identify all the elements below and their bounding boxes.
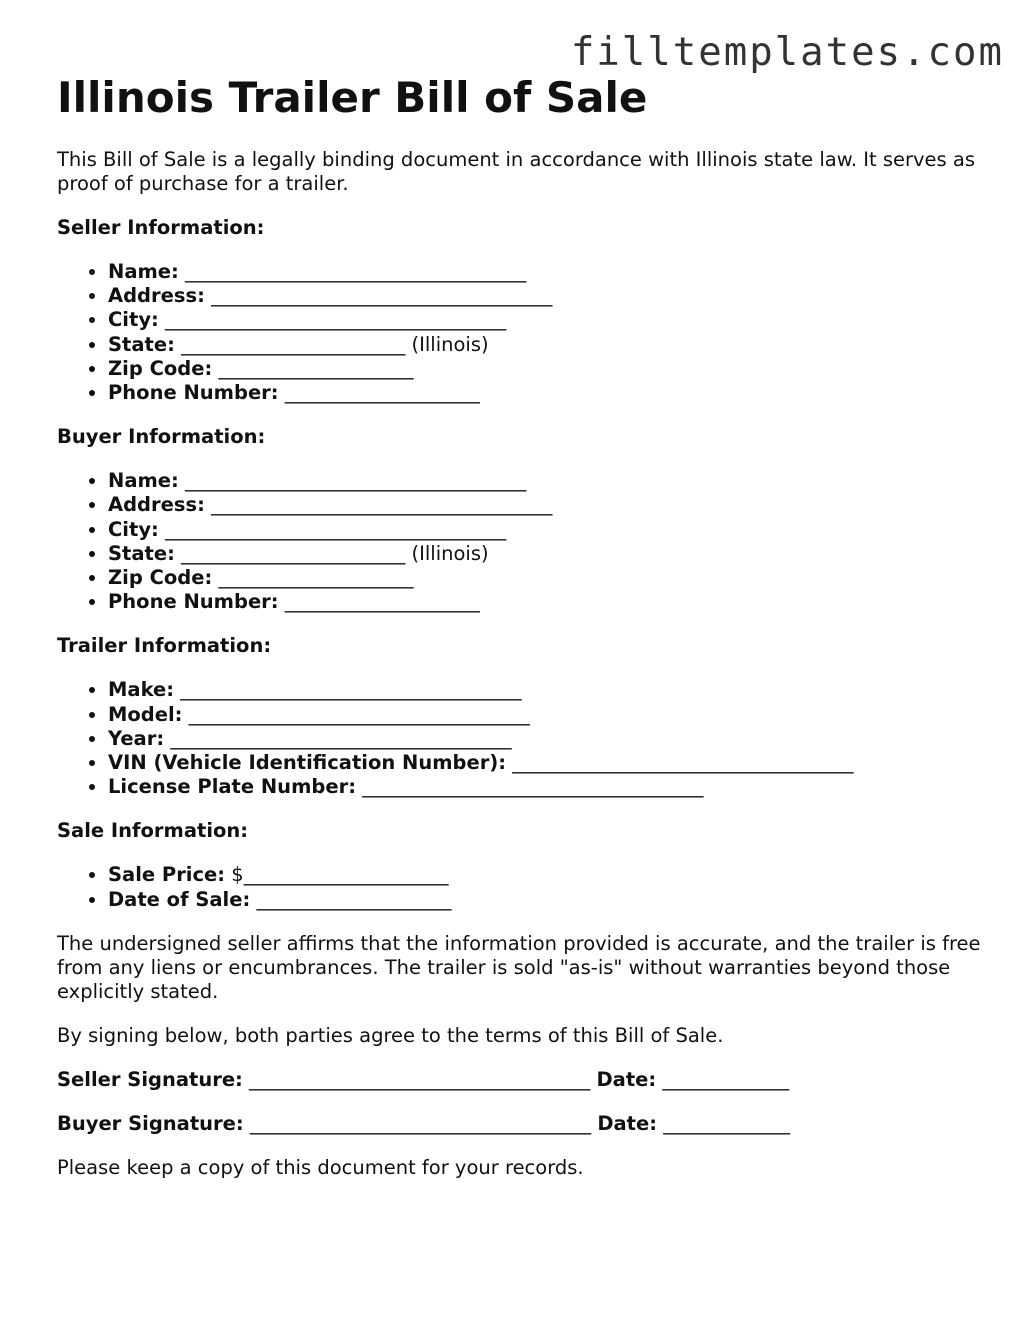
seller-name-item	[108, 260, 987, 284]
buyer-name-item	[108, 469, 987, 493]
buyer-phone-blank: ____________________	[284, 590, 480, 614]
field-label: Address:	[108, 493, 205, 517]
field-label: Phone Number:	[108, 590, 279, 614]
footer-note: Please keep a copy of this document for your records.	[57, 1155, 584, 1179]
buyer-section-heading: Buyer Information:	[57, 425, 266, 449]
buyer-address-blank: ___________________________________	[211, 493, 553, 517]
sale-price-blank: $_____________________	[231, 863, 449, 887]
seller-signature-line	[57, 1068, 987, 1092]
buyer-city-blank: ___________________________________	[165, 517, 507, 541]
field-label: Zip Code:	[108, 356, 213, 380]
seller-phone-blank: ____________________	[284, 381, 480, 405]
sale-field-list	[57, 863, 987, 911]
document-title: Illinois Trailer Bill of Sale	[57, 73, 648, 122]
intro-paragraph: This Bill of Sale is a legally binding document in accordance with Illinois state law. It serves as proof of purchase for a trailer.	[57, 148, 976, 195]
field-label: Make:	[108, 678, 175, 702]
trailer-model-item	[108, 703, 987, 727]
seller-state-blank: _______________________ (Illinois)	[181, 332, 489, 356]
field-label: Address:	[108, 284, 205, 308]
buyer-phone-item	[108, 590, 987, 614]
field-label: State:	[108, 332, 175, 356]
sale-date-blank: ____________________	[256, 887, 452, 911]
trailer-year-blank: ___________________________________	[170, 726, 512, 750]
trailer-field-list	[57, 678, 987, 799]
seller-address-blank: ___________________________________	[211, 284, 553, 308]
field-label: VIN (Vehicle Identification Number):	[108, 751, 507, 775]
field-label: Name:	[108, 469, 179, 493]
field-label: Date of Sale:	[108, 887, 251, 911]
field-label: Phone Number:	[108, 381, 279, 405]
document-page	[57, 70, 987, 1180]
field-label: Zip Code:	[108, 566, 213, 590]
seller-signature-label: Seller Signature:	[57, 1067, 243, 1091]
seller-phone-item	[108, 381, 987, 405]
field-label: Model:	[108, 702, 183, 726]
buyer-zip-blank: ____________________	[218, 566, 414, 590]
sale-price-item	[108, 863, 987, 887]
field-label: City:	[108, 308, 159, 332]
seller-zip-item	[108, 357, 987, 381]
trailer-year-item	[108, 727, 987, 751]
trailer-plate-item	[108, 775, 987, 799]
buyer-address-item	[108, 493, 987, 517]
trailer-plate-blank: ___________________________________	[362, 775, 704, 799]
seller-city-item	[108, 308, 987, 332]
affirmation-paragraph: The undersigned seller affirms that the information provided is accurate, and the trailer is free from any liens or encumbrances. The trailer is sold "as-is" without warranties beyond those explicitly stated.	[57, 931, 981, 1003]
trailer-vin-blank: ___________________________________	[512, 751, 854, 775]
watermark: filltemplates.com	[570, 30, 1004, 75]
trailer-section-heading: Trailer Information:	[57, 634, 272, 658]
agreement-paragraph: By signing below, both parties agree to the terms of this Bill of Sale.	[57, 1023, 724, 1047]
field-label: Year:	[108, 726, 165, 750]
buyer-zip-item	[108, 566, 987, 590]
sale-date-item	[108, 888, 987, 912]
seller-field-list	[57, 260, 987, 405]
buyer-name-blank: ___________________________________	[185, 469, 527, 493]
field-label: State:	[108, 541, 175, 565]
buyer-signature-label: Buyer Signature:	[57, 1111, 244, 1135]
seller-zip-blank: ____________________	[218, 356, 414, 380]
trailer-make-item	[108, 678, 987, 702]
field-label: Sale Price:	[108, 863, 226, 887]
buyer-signature-blank: ___________________________________	[249, 1111, 592, 1135]
buyer-date-blank: _____________	[663, 1111, 790, 1135]
seller-state-item	[108, 333, 987, 357]
buyer-state-blank: _______________________ (Illinois)	[181, 541, 489, 565]
seller-date-label: Date:	[596, 1067, 657, 1091]
seller-address-item	[108, 284, 987, 308]
seller-section-heading: Seller Information:	[57, 216, 265, 239]
field-label: Name:	[108, 260, 179, 283]
buyer-signature-line	[57, 1112, 987, 1136]
field-label: License Plate Number:	[108, 775, 356, 799]
trailer-model-blank: ___________________________________	[188, 702, 530, 726]
field-label: City:	[108, 517, 159, 541]
seller-name-blank: ___________________________________	[185, 260, 527, 283]
trailer-vin-item	[108, 751, 987, 775]
buyer-city-item	[108, 518, 987, 542]
buyer-date-label: Date:	[597, 1111, 658, 1135]
seller-date-blank: _____________	[662, 1067, 790, 1091]
seller-city-blank: ___________________________________	[165, 308, 507, 332]
sale-section-heading: Sale Information:	[57, 819, 249, 843]
buyer-state-item	[108, 542, 987, 566]
trailer-make-blank: ___________________________________	[180, 678, 522, 702]
seller-signature-blank: ___________________________________	[249, 1067, 591, 1091]
buyer-field-list	[57, 469, 987, 614]
